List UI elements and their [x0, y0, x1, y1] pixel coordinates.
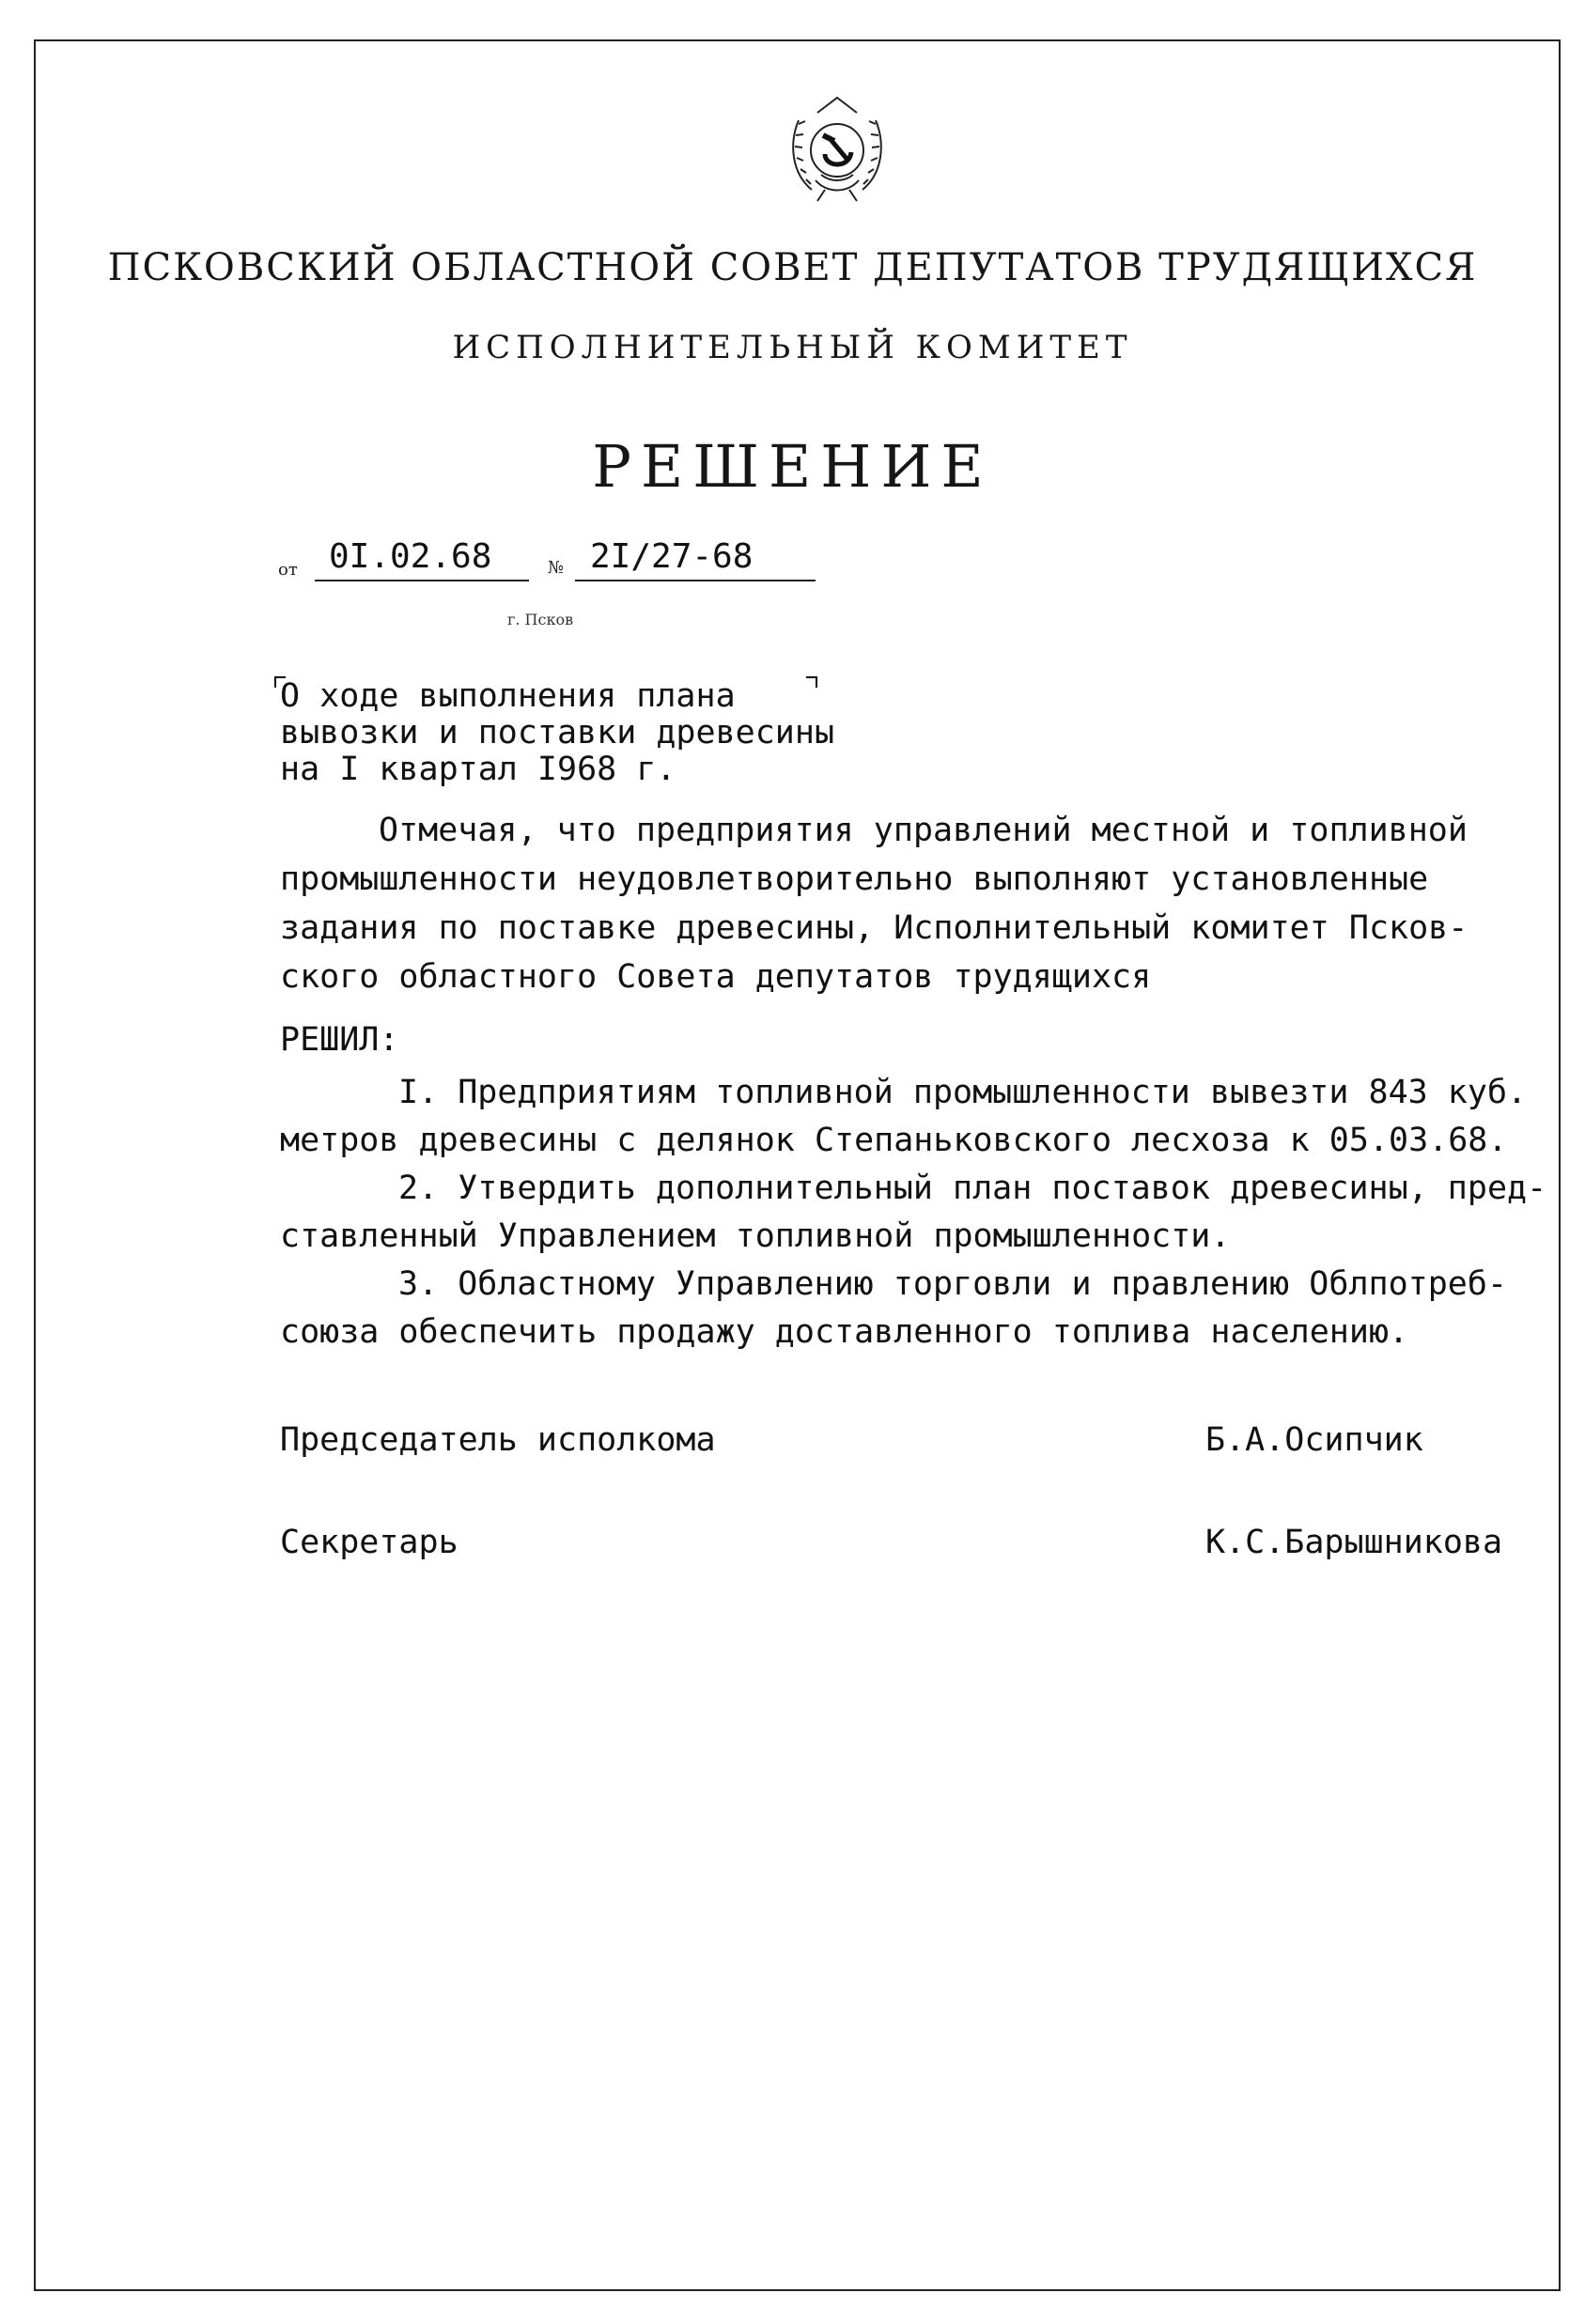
- resolution-line: ставленный Управлением топливной промышленности.: [280, 1217, 1231, 1255]
- chairman-title: Председатель исполкома: [280, 1421, 716, 1459]
- subject-line: О ходе выполнения плана: [280, 677, 736, 715]
- resolution-line: метров древесины с делянок Степаньковского лесхоза к 05.03.68.: [280, 1122, 1508, 1159]
- resolution-line: союза обеспечить продажу доставленного топлива населению.: [280, 1313, 1409, 1351]
- resolution-items: [280, 1069, 1546, 1356]
- number-value: 2I/27-68: [590, 537, 754, 576]
- resolution-line: 3. Областному Управлению торговли и правлению Облпотреб-: [398, 1265, 1508, 1303]
- hammer-sickle-emblem-icon: [785, 92, 889, 207]
- resolution-line: 2. Утвердить дополнительный план поставок древесины, пред-: [398, 1170, 1547, 1207]
- date-underline: [315, 580, 529, 581]
- resolution-line: I. Предприятиям топливной промышленности вывезти 843 куб.: [398, 1074, 1528, 1111]
- preamble: [280, 806, 1468, 1001]
- place-label: г. Псков: [507, 611, 574, 628]
- preamble-line: Отмечая, что предприятия управлений местной и топливной: [379, 812, 1468, 849]
- number-label: №: [548, 558, 565, 578]
- number-underline: [575, 580, 816, 581]
- secretary-name: К.С.Барышникова: [1205, 1524, 1503, 1561]
- secretary-title: Секретарь: [280, 1524, 458, 1561]
- document-title: РЕШЕНИЕ: [592, 432, 993, 501]
- preamble-line: задания по поставке древесины, Исполнительный комитет Псков-: [280, 909, 1468, 947]
- subject-line: вывозки и поставки древесины: [280, 714, 835, 751]
- resolved-label: РЕШИЛ:: [280, 1021, 399, 1059]
- preamble-line: промышленности неудовлетворительно выполняют установленные: [280, 860, 1429, 898]
- date-value: 0I.02.68: [329, 537, 492, 576]
- preamble-line: ского областного Совета депутатов трудящихся: [280, 958, 1152, 996]
- date-label: от: [278, 560, 298, 580]
- subject-line: на I квартал I968 г.: [280, 751, 676, 788]
- subject-block: [280, 678, 834, 788]
- chairman-name: Б.А.Осипчик: [1205, 1421, 1423, 1459]
- organization-name: ПСКОВСКИЙ ОБЛАСТНОЙ СОВЕТ ДЕПУТАТОВ ТРУДЯЩИХСЯ: [107, 246, 1478, 289]
- committee-name: ИСПОЛНИТЕЛЬНЫЙ КОМИТЕТ: [452, 329, 1133, 366]
